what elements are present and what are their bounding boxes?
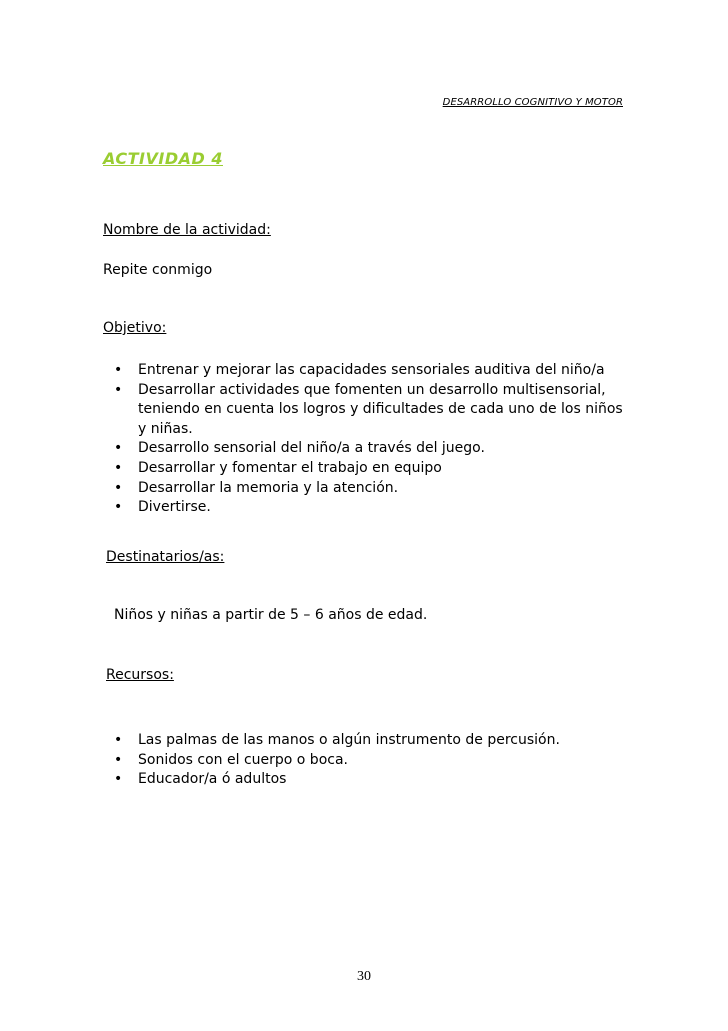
recipients-label: Destinatarios/as: bbox=[106, 549, 225, 565]
activity-name-label: Nombre de la actividad: bbox=[103, 222, 271, 238]
bullet-icon: • bbox=[114, 440, 123, 457]
page-number: 30 bbox=[357, 969, 371, 984]
bullet-icon: • bbox=[114, 499, 123, 516]
bullet-icon: • bbox=[114, 459, 123, 476]
bullet-icon: • bbox=[114, 771, 123, 788]
resource-item: • Las palmas de las manos o algún instrumento de percusión. bbox=[114, 731, 634, 751]
objective-item: • Desarrollo sensorial del niño/a a través del juego. bbox=[114, 439, 634, 459]
objective-item: • Desarrollar la memoria y la atención. bbox=[114, 479, 634, 499]
objective-item: • Desarrollar y fomentar el trabajo en equipo bbox=[114, 459, 634, 479]
activity-name-value: Repite conmigo bbox=[103, 262, 213, 278]
running-header: DESARROLLO COGNITIVO Y MOTOR bbox=[442, 97, 623, 108]
objective-item: • Entrenar y mejorar las capacidades sensoriales auditiva del niño/a bbox=[114, 361, 634, 381]
activity-title: ACTIVIDAD 4 bbox=[103, 149, 223, 168]
bullet-icon: • bbox=[114, 381, 123, 398]
objective-item: • Desarrollar actividades que fomenten un desarrollo multisensorial, teniendo en cuenta los logros y dificultades de cada uno de los niños y niñas. bbox=[114, 381, 623, 437]
recipients-value: Niños y niñas a partir de 5 – 6 años de edad. bbox=[114, 607, 428, 623]
resource-item: • Sonidos con el cuerpo o boca. bbox=[114, 751, 634, 771]
bullet-icon: • bbox=[114, 362, 123, 378]
objective-label: Objetivo: bbox=[103, 320, 167, 336]
resources-list bbox=[114, 731, 634, 790]
bullet-icon: • bbox=[114, 732, 123, 748]
bullet-icon: • bbox=[114, 751, 123, 768]
objective-list bbox=[114, 361, 634, 518]
bullet-icon: • bbox=[114, 479, 123, 496]
resources-label: Recursos: bbox=[106, 667, 174, 683]
resource-item: • Educador/a ó adultos bbox=[114, 770, 634, 790]
objective-item: • Divertirse. bbox=[114, 498, 634, 518]
